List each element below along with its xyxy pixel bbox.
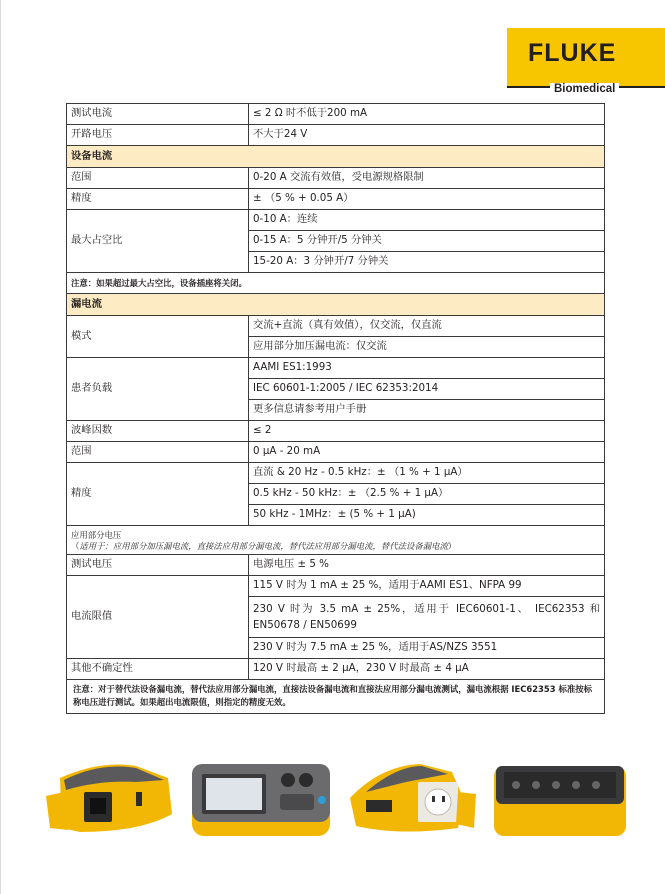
applied-part-title: 应用部分电压 — [71, 529, 122, 540]
product-photos — [40, 752, 630, 842]
spec-value: 0-20 A 交流有效值，受电源规格限制 — [249, 168, 605, 189]
table-row — [67, 463, 605, 484]
spec-label: 最大占空比 — [67, 210, 249, 273]
applied-part-voltage-row — [67, 526, 605, 555]
spec-value: 120 V 时最高 ± 2 μA，230 V 时最高 ± 4 μA — [249, 659, 605, 680]
note-row — [67, 273, 605, 294]
section-title: 设备电流 — [67, 146, 605, 168]
note-text: 注意：如果超过最大占空比，设备插座将关闭。 — [67, 273, 605, 294]
spec-value: 直流 & 20 Hz - 0.5 kHz：± （1 % + 1 μA） — [249, 463, 605, 484]
spec-value: 0-15 A：5 分钟开/5 分钟关 — [249, 231, 605, 252]
table-row — [67, 210, 605, 231]
spec-table — [66, 103, 605, 714]
product-photos-svg — [40, 752, 630, 842]
spec-label: 测试电流 — [67, 104, 249, 125]
section-header-leakage — [67, 294, 605, 316]
spec-label: 精度 — [67, 463, 249, 526]
table-row — [67, 421, 605, 442]
table-row — [67, 442, 605, 463]
table-row — [67, 189, 605, 210]
paren-open: （ — [71, 540, 80, 551]
spec-value: ≤ 2 — [249, 421, 605, 442]
spec-value: 应用部分加压漏电流：仅交流 — [249, 337, 605, 358]
fluke-logo — [507, 28, 665, 86]
table-row — [67, 358, 605, 379]
spec-value: ± （5 % + 0.05 A） — [249, 189, 605, 210]
logo-wordmark: FLUKE — [528, 39, 617, 67]
spec-label: 范围 — [67, 442, 249, 463]
spec-value: 115 V 时为 1 mA ± 25 %，适用于AAMI ES1、NFPA 99 — [249, 576, 605, 597]
spec-value: IEC 60601-1:2005 / IEC 62353:2014 — [249, 379, 605, 400]
table-row — [67, 104, 605, 125]
section-title: 漏电流 — [67, 294, 605, 316]
spec-value: 交流+直流（真有效值），仅交流，仅直流 — [249, 316, 605, 337]
spec-value: 230 V 时为 7.5 mA ± 25 %，适用于AS/NZS 3551 — [249, 638, 605, 659]
paren-close: ） — [447, 540, 457, 551]
logo-subtitle: Biomedical — [550, 83, 619, 95]
spec-label: 测试电压 — [67, 555, 249, 576]
spec-label: 其他不确定性 — [67, 659, 249, 680]
spec-label: 开路电压 — [67, 125, 249, 146]
spec-value: 0.5 kHz - 50 kHz：± （2.5 % + 1 μA） — [249, 484, 605, 505]
table-row — [67, 316, 605, 337]
page-left-rule — [0, 0, 1, 894]
device-side-inlet-image — [46, 765, 172, 833]
table-row — [67, 168, 605, 189]
spec-value: 不大于24 V — [249, 125, 605, 146]
spec-value: 电源电压 ± 5 % — [249, 555, 605, 576]
spec-value: 0 μA - 20 mA — [249, 442, 605, 463]
note-row — [67, 680, 605, 714]
note-text: 注意：对于替代法设备漏电流，替代法应用部分漏电流，直接法设备漏电流和直接法应用部分漏电流测试，漏电流根据 IEC62353 标准按标称电压进行测试。如果超出电流限值，则指定的精度无效。 — [67, 680, 605, 714]
section-header-device-current — [67, 146, 605, 168]
spec-value: ≤ 2 Ω 时不低于200 mA — [249, 104, 605, 125]
table-row — [67, 576, 605, 597]
applied-part-cell — [67, 526, 605, 555]
applied-part-scope — [71, 541, 600, 552]
spec-value: 50 kHz - 1MHz：± (5 % + 1 μA) — [249, 505, 605, 526]
spec-label: 患者负载 — [67, 358, 249, 421]
spec-label: 模式 — [67, 316, 249, 358]
table-row — [67, 555, 605, 576]
table-row — [67, 659, 605, 680]
device-top-screen-image — [192, 764, 330, 836]
spec-value: AAMI ES1:1993 — [249, 358, 605, 379]
spec-value: 230 V 时为 3.5 mA ± 25%，适用于 IEC60601-1、 IEC62353 和 EN50678 / EN50699 — [249, 597, 605, 638]
spec-label: 波峰因数 — [67, 421, 249, 442]
device-rear-terminals-image — [494, 766, 626, 836]
table-row — [67, 125, 605, 146]
spec-value: 0-10 A：连续 — [249, 210, 605, 231]
spec-label: 精度 — [67, 189, 249, 210]
spec-label: 范围 — [67, 168, 249, 189]
spec-value: 更多信息请参考用户手册 — [249, 400, 605, 421]
spec-label: 电流限值 — [67, 576, 249, 659]
spec-value: 15-20 A：3 分钟开/7 分钟关 — [249, 252, 605, 273]
device-side-outlet-image — [350, 764, 476, 832]
applied-part-scope-text: 适用于：应用部分加压漏电流，直接法应用部分漏电流，替代法应用部分漏电流，替代法设备漏电流 — [79, 540, 448, 551]
